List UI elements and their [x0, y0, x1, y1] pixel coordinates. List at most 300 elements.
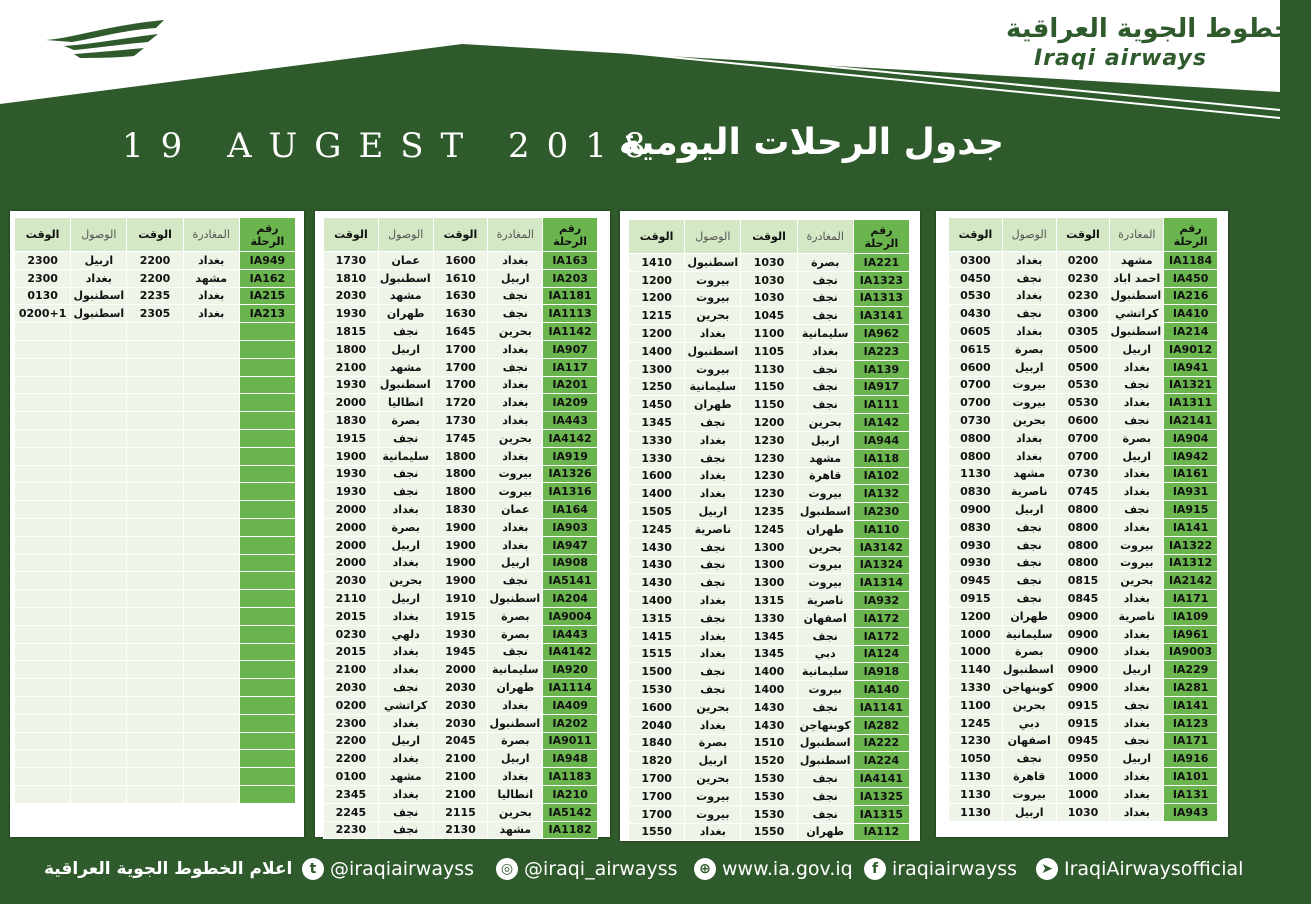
- departure-city: طهران: [488, 679, 543, 697]
- arrival-time: [15, 590, 71, 608]
- arrival-city: بحرين: [1002, 412, 1056, 430]
- departure-time: [127, 376, 183, 394]
- table-row: [15, 305, 296, 323]
- table-row: [324, 803, 598, 821]
- departure-city: نجف: [1110, 376, 1164, 394]
- table-row: [629, 396, 910, 414]
- table-row: [324, 785, 598, 803]
- arrival-city: بغداد: [1002, 252, 1056, 270]
- departure-time: 0730: [1056, 465, 1110, 483]
- table-row: [15, 358, 296, 376]
- arrival-city: انطاليا: [378, 394, 433, 412]
- flight-number: IA443: [543, 625, 598, 643]
- departure-time: 0700: [1056, 429, 1110, 447]
- arrival-time: [15, 376, 71, 394]
- arrival-time: 1130: [949, 785, 1003, 803]
- arrival-city: [71, 412, 127, 430]
- table-row: [629, 520, 910, 538]
- arrival-time: 0930: [949, 536, 1003, 554]
- arrival-city: نجف: [685, 681, 741, 699]
- table-row: [324, 323, 598, 341]
- flight-number: [239, 483, 295, 501]
- departure-city: بيروت: [1110, 554, 1164, 572]
- arrival-time: 0930: [949, 554, 1003, 572]
- arrival-city: بحرين: [685, 770, 741, 788]
- flight-number: IA917: [853, 378, 909, 396]
- flight-number: IA2141: [1164, 412, 1218, 430]
- arrival-time: 1810: [324, 269, 379, 287]
- departure-city: نجف: [488, 572, 543, 590]
- departure-city: نجف: [797, 289, 853, 307]
- departure-city: طهران: [797, 520, 853, 538]
- flight-number: IA222: [853, 734, 909, 752]
- arrival-city: [71, 447, 127, 465]
- column-header-arrival-time: الوقت: [949, 218, 1003, 252]
- departure-city: نجف: [1110, 412, 1164, 430]
- table-row: [629, 574, 910, 592]
- table-row: [949, 447, 1218, 465]
- flight-number: IA916: [1164, 750, 1218, 768]
- arrival-city: بغداد: [685, 823, 741, 841]
- table-row: [629, 627, 910, 645]
- arrival-time: 1000: [949, 625, 1003, 643]
- arrival-city: بغداد: [1002, 287, 1056, 305]
- flight-number: [239, 376, 295, 394]
- table-row: [949, 340, 1218, 358]
- arrival-time: [15, 536, 71, 554]
- departure-city: بغداد: [488, 252, 543, 270]
- table-row: [15, 429, 296, 447]
- schedule-table-3: [315, 211, 610, 837]
- arrival-time: [15, 447, 71, 465]
- departure-city: بغداد: [1110, 679, 1164, 697]
- departure-city: اسطنبول: [797, 734, 853, 752]
- departure-time: 1645: [433, 323, 488, 341]
- table-row: [324, 269, 598, 287]
- flight-number: [239, 607, 295, 625]
- arrival-time: 1100: [949, 696, 1003, 714]
- arrival-time: 1130: [949, 803, 1003, 821]
- departure-city: بصرة: [488, 732, 543, 750]
- arrival-city: [71, 607, 127, 625]
- table-row: [324, 447, 598, 465]
- departure-time: 2100: [433, 785, 488, 803]
- flight-number: [239, 465, 295, 483]
- arrival-time: 0830: [949, 483, 1003, 501]
- departure-city: [183, 340, 239, 358]
- table-row: [324, 732, 598, 750]
- arrival-city: [71, 376, 127, 394]
- table-row: [324, 696, 598, 714]
- departure-city: نجف: [797, 787, 853, 805]
- arrival-city: سليمانية: [685, 378, 741, 396]
- departure-city: اسطنبول: [1110, 287, 1164, 305]
- flight-number: IA4142: [543, 643, 598, 661]
- departure-time: 1105: [741, 342, 797, 360]
- flight-number: [239, 358, 295, 376]
- flight-number: IA918: [853, 663, 909, 681]
- twitter-link[interactable]: t @iraqiairwayss: [302, 852, 474, 886]
- departure-city: نجف: [797, 378, 853, 396]
- table-row: [949, 554, 1218, 572]
- arrival-city: اسطنبول: [71, 287, 127, 305]
- departure-time: [127, 661, 183, 679]
- table-row: [949, 768, 1218, 786]
- arrival-time: 1930: [324, 305, 379, 323]
- column-header-departure-city: المغادرة: [1110, 218, 1164, 252]
- departure-city: نجف: [488, 287, 543, 305]
- table-row: [629, 609, 910, 627]
- arrival-city: بيروت: [685, 271, 741, 289]
- arrival-city: نجف: [1002, 518, 1056, 536]
- table-row: [629, 663, 910, 681]
- departure-city: نجف: [488, 358, 543, 376]
- departure-city: بغداد: [1110, 518, 1164, 536]
- flight-number: [239, 323, 295, 341]
- arrival-time: 1050: [949, 750, 1003, 768]
- departure-city: سليمانية: [797, 325, 853, 343]
- departure-time: 1230: [741, 431, 797, 449]
- departure-city: مشهد: [488, 821, 543, 839]
- flight-table: [948, 217, 1218, 822]
- arrival-city: بغداد: [378, 661, 433, 679]
- departure-city: قاهرة: [797, 467, 853, 485]
- flight-number: IA2142: [1164, 572, 1218, 590]
- arrival-time: [15, 768, 71, 786]
- table-row: [15, 412, 296, 430]
- flight-number: IA3142: [853, 538, 909, 556]
- table-row: [949, 803, 1218, 821]
- table-row: [949, 714, 1218, 732]
- departure-city: [183, 785, 239, 803]
- departure-city: بغداد: [488, 518, 543, 536]
- arrival-city: بحرين: [685, 698, 741, 716]
- arrival-city: بيروت: [685, 360, 741, 378]
- flight-number: IA221: [853, 254, 909, 272]
- arrival-city: [71, 768, 127, 786]
- departure-time: [127, 714, 183, 732]
- departure-city: بغداد: [488, 394, 543, 412]
- arrival-city: كوبنهاجن: [1002, 679, 1056, 697]
- arrival-time: [15, 323, 71, 341]
- arrival-city: اربيل: [378, 590, 433, 608]
- arrival-time: 1415: [629, 627, 685, 645]
- flight-number: IA1324: [853, 556, 909, 574]
- column-header-departure-time: الوقت: [1056, 218, 1110, 252]
- departure-city: بغداد: [183, 287, 239, 305]
- facebook-link[interactable]: f iraqiairwayss: [864, 852, 1017, 886]
- departure-time: 1830: [433, 501, 488, 519]
- departure-city: اصفهان: [797, 609, 853, 627]
- departure-city: سليمانية: [797, 663, 853, 681]
- table-row: [15, 252, 296, 270]
- arrival-city: [71, 536, 127, 554]
- arrival-time: [15, 696, 71, 714]
- table-row: [15, 465, 296, 483]
- table-row: [15, 607, 296, 625]
- table-row: [15, 643, 296, 661]
- column-header-arrival-city: الوصول: [1002, 218, 1056, 252]
- departure-time: 1130: [741, 360, 797, 378]
- arrival-city: بحرين: [378, 572, 433, 590]
- arrival-city: [71, 483, 127, 501]
- arrival-city: نجف: [378, 483, 433, 501]
- departure-time: 0915: [1056, 696, 1110, 714]
- arrival-time: [15, 785, 71, 803]
- departure-time: [127, 625, 183, 643]
- departure-time: 1430: [741, 698, 797, 716]
- arrival-time: 1200: [629, 271, 685, 289]
- table-row: [949, 501, 1218, 519]
- arrival-time: 2030: [324, 679, 379, 697]
- arrival-city: بغداد: [685, 592, 741, 610]
- departure-city: [183, 501, 239, 519]
- departure-time: [127, 536, 183, 554]
- flight-number: IA139: [853, 360, 909, 378]
- departure-time: 1150: [741, 378, 797, 396]
- arrival-city: [71, 518, 127, 536]
- flight-number: IA947: [543, 536, 598, 554]
- arrival-city: ناصرية: [1002, 483, 1056, 501]
- table-row: [15, 572, 296, 590]
- flight-number: IA9012: [1164, 340, 1218, 358]
- table-row: [15, 323, 296, 341]
- arrival-city: اصفهان: [1002, 732, 1056, 750]
- table-row: [629, 378, 910, 396]
- arrival-time: 0530: [949, 287, 1003, 305]
- arrival-city: [71, 750, 127, 768]
- flight-number: IA948: [543, 750, 598, 768]
- table-row: [15, 750, 296, 768]
- flight-number: IA164: [543, 501, 598, 519]
- arrival-time: 2300: [324, 714, 379, 732]
- flight-number: [239, 714, 295, 732]
- arrival-city: اربيل: [1002, 501, 1056, 519]
- flight-number: IA1181: [543, 287, 598, 305]
- website-link[interactable]: ⊕ www.ia.gov.iq: [694, 852, 853, 886]
- table-row: [949, 785, 1218, 803]
- flight-number: IA140: [853, 681, 909, 699]
- flight-number: IA961: [1164, 625, 1218, 643]
- table-row: [629, 503, 910, 521]
- departure-time: 0900: [1056, 679, 1110, 697]
- departure-city: بغداد: [1110, 714, 1164, 732]
- departure-time: 2130: [433, 821, 488, 839]
- flight-number: IA919: [543, 447, 598, 465]
- table-row: [15, 768, 296, 786]
- table-row: [324, 821, 598, 839]
- departure-city: [183, 323, 239, 341]
- table-row: [629, 360, 910, 378]
- table-row: [15, 518, 296, 536]
- departure-city: بصرة: [488, 625, 543, 643]
- departure-city: عمان: [488, 501, 543, 519]
- table-row: [949, 679, 1218, 697]
- arrival-city: مشهد: [378, 768, 433, 786]
- arrival-time: 1430: [629, 556, 685, 574]
- arrival-time: 1400: [629, 592, 685, 610]
- departure-time: 2235: [127, 287, 183, 305]
- arrival-time: 0830: [949, 518, 1003, 536]
- flight-number: IA1326: [543, 465, 598, 483]
- arrival-time: 0300: [949, 252, 1003, 270]
- departure-time: 2030: [433, 679, 488, 697]
- departure-time: 2030: [433, 714, 488, 732]
- arrival-city: نجف: [685, 574, 741, 592]
- departure-city: مشهد: [1110, 252, 1164, 270]
- table-row: [949, 590, 1218, 608]
- table-row: [949, 625, 1218, 643]
- departure-city: نجف: [797, 627, 853, 645]
- departure-time: 0745: [1056, 483, 1110, 501]
- flight-number: IA1114: [543, 679, 598, 697]
- departure-time: 0800: [1056, 518, 1110, 536]
- departure-city: [183, 732, 239, 750]
- departure-time: 1330: [741, 609, 797, 627]
- instagram-link[interactable]: ◎ @iraqi_airwayss: [496, 852, 678, 886]
- departure-city: اربيل: [1110, 447, 1164, 465]
- flight-number: IA9011: [543, 732, 598, 750]
- departure-time: 0800: [1056, 501, 1110, 519]
- table-row: [629, 538, 910, 556]
- arrival-time: 1930: [324, 376, 379, 394]
- arrival-time: [15, 429, 71, 447]
- departure-city: بغداد: [1110, 394, 1164, 412]
- departure-time: 1630: [433, 305, 488, 323]
- departure-city: ناصرية: [1110, 607, 1164, 625]
- table-row: [324, 412, 598, 430]
- departure-city: بغداد: [183, 252, 239, 270]
- flight-number: IA9003: [1164, 643, 1218, 661]
- table-row: [949, 750, 1218, 768]
- table-row: [629, 556, 910, 574]
- flight-number: IA920: [543, 661, 598, 679]
- column-header-departure-city: المغادرة: [797, 220, 853, 254]
- column-header-departure-time: الوقت: [741, 220, 797, 254]
- departure-city: انطاليا: [488, 785, 543, 803]
- arrival-city: بغداد: [378, 607, 433, 625]
- flight-number: [239, 518, 295, 536]
- arrival-time: 1800: [324, 340, 379, 358]
- departure-city: بيروت: [488, 465, 543, 483]
- arrival-time: [15, 643, 71, 661]
- table-row: [324, 465, 598, 483]
- schedule-table-1: [936, 211, 1228, 837]
- arrival-time: 1930: [324, 483, 379, 501]
- departure-city: [183, 607, 239, 625]
- table-row: [629, 485, 910, 503]
- departure-time: 1030: [1056, 803, 1110, 821]
- departure-time: [127, 323, 183, 341]
- table-row: [324, 768, 598, 786]
- departure-time: 1520: [741, 752, 797, 770]
- departure-time: 1530: [741, 805, 797, 823]
- departure-time: 0500: [1056, 358, 1110, 376]
- departure-city: نجف: [797, 396, 853, 414]
- flight-number: [239, 750, 295, 768]
- departure-time: 1530: [741, 770, 797, 788]
- departure-time: 0900: [1056, 661, 1110, 679]
- table-row: [949, 412, 1218, 430]
- departure-city: بغداد: [1110, 768, 1164, 786]
- departure-time: 1315: [741, 592, 797, 610]
- departure-time: 1550: [741, 823, 797, 841]
- departure-time: [127, 696, 183, 714]
- table-row: [324, 714, 598, 732]
- departure-time: [127, 643, 183, 661]
- departure-time: 1600: [433, 252, 488, 270]
- flight-number: IA161: [1164, 465, 1218, 483]
- departure-city: بغداد: [488, 412, 543, 430]
- flight-number: IA203: [543, 269, 598, 287]
- arrival-time: 1700: [629, 805, 685, 823]
- flight-number: IA163: [543, 252, 598, 270]
- table-row: [629, 289, 910, 307]
- arrival-time: 2030: [324, 572, 379, 590]
- flight-number: IA904: [1164, 429, 1218, 447]
- arrival-time: [15, 679, 71, 697]
- arrival-time: 1300: [629, 360, 685, 378]
- arrival-city: بغداد: [378, 643, 433, 661]
- arrival-city: نجف: [1002, 269, 1056, 287]
- departure-time: 1230: [741, 449, 797, 467]
- departure-city: بغداد: [488, 696, 543, 714]
- departure-time: 0815: [1056, 572, 1110, 590]
- page-title: جدول الرحلات اليومية: [618, 122, 1004, 163]
- table-row: [15, 483, 296, 501]
- arrival-time: 0605: [949, 323, 1003, 341]
- flight-number: [239, 643, 295, 661]
- table-row: [949, 287, 1218, 305]
- departure-time: 2000: [433, 661, 488, 679]
- column-header-departure-city: المغادرة: [488, 218, 543, 252]
- table-row: [629, 770, 910, 788]
- arrival-city: نجف: [685, 663, 741, 681]
- telegram-link[interactable]: ➤ IraqiAirwaysofficial: [1036, 852, 1243, 886]
- table-row: [15, 376, 296, 394]
- arrival-city: نجف: [1002, 572, 1056, 590]
- flight-number: IA210: [543, 785, 598, 803]
- departure-time: 0800: [1056, 554, 1110, 572]
- departure-city: [183, 465, 239, 483]
- facebook-icon: f: [864, 858, 886, 880]
- arrival-city: سليمانية: [378, 447, 433, 465]
- departure-city: [183, 696, 239, 714]
- arrival-city: دلهي: [378, 625, 433, 643]
- arrival-city: بغداد: [378, 714, 433, 732]
- departure-time: 1300: [741, 538, 797, 556]
- arrival-city: اربيل: [378, 340, 433, 358]
- column-header-departure-city: المغادرة: [183, 218, 239, 252]
- table-row: [949, 305, 1218, 323]
- departure-time: [127, 785, 183, 803]
- table-row: [324, 305, 598, 323]
- table-row: [949, 661, 1218, 679]
- flight-number: IA172: [853, 627, 909, 645]
- arrival-time: 0800: [949, 447, 1003, 465]
- table-row: [15, 269, 296, 287]
- departure-city: اسطنبول: [488, 714, 543, 732]
- departure-city: نجف: [797, 307, 853, 325]
- table-row: [324, 518, 598, 536]
- arrival-city: نجف: [1002, 305, 1056, 323]
- flight-number: IA214: [1164, 323, 1218, 341]
- arrival-city: بغداد: [685, 645, 741, 663]
- departure-time: 1245: [741, 520, 797, 538]
- departure-city: اسطنبول: [797, 503, 853, 521]
- telegram-icon: ➤: [1036, 858, 1058, 880]
- arrival-time: 1600: [629, 698, 685, 716]
